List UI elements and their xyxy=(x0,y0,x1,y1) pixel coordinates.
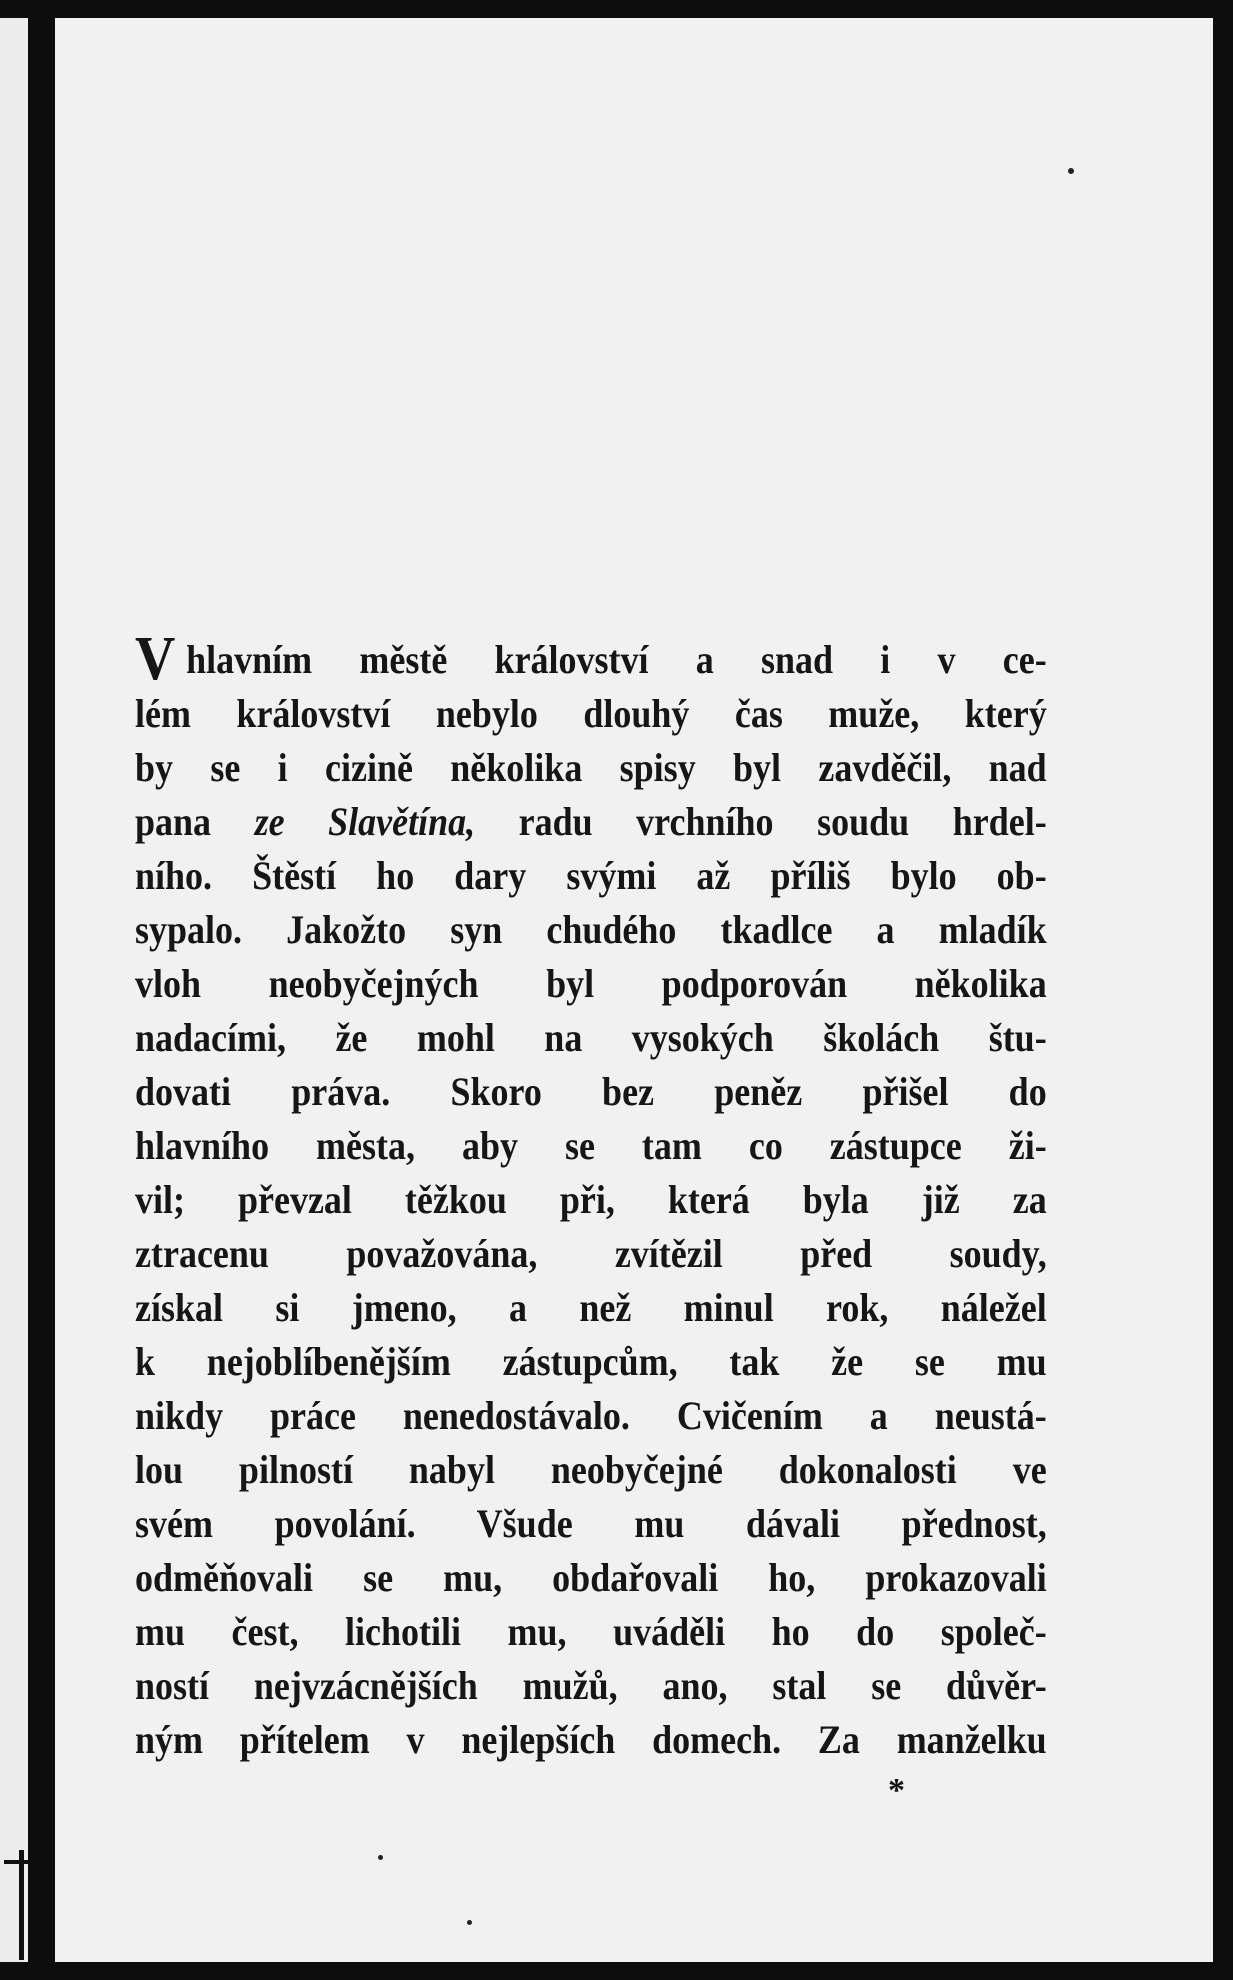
text-line: Vhlavním městě království a snad i v ce- xyxy=(135,625,1047,693)
text-line: lou pilností nabyl neobyčejné dokonalosti ve xyxy=(135,1447,1047,1492)
text-line: hlavního města, aby se tam co zástupce ži- xyxy=(135,1123,1047,1168)
text-line: sypalo. Jakožto syn chudého tkadlce a mladík xyxy=(135,907,1047,952)
text-line: ního. Štěstí ho dary svými až příliš bylo ob- xyxy=(135,853,1047,898)
text-line: pana ze Slavětína, radu vrchního soudu hrdel- xyxy=(135,799,1047,844)
text-line: ností nejvzácnějších mužů, ano, stal se důvěr- xyxy=(135,1663,1047,1708)
text-line: vloh neobyčejných byl podporován několika xyxy=(135,961,1047,1006)
text-line: nadacími, že mohl na vysokých školách štu- xyxy=(135,1015,1047,1060)
text-line: odměňovali se mu, obdařovali ho, prokazovali xyxy=(135,1555,1047,1600)
text-line: ným přítelem v nejlepších domech. Za manželku xyxy=(135,1717,1047,1762)
text-line: získal si jmeno, a než minul rok, náležel xyxy=(135,1285,1047,1330)
speck xyxy=(467,1920,472,1925)
text-line: ztracenu považována, zvítězil před soudy, xyxy=(135,1231,1047,1276)
speck xyxy=(378,1855,383,1860)
text-line: svém povolání. Všude mu dávali přednost, xyxy=(135,1501,1047,1546)
text-line: by se i cizině několika spisy byl zavděčil, nad xyxy=(135,745,1047,790)
adjacent-page-edge xyxy=(0,18,28,1962)
text-line: nikdy práce nenedostávalo. Cvičením a neustá- xyxy=(135,1393,1047,1438)
text-line: vil; převzal těžkou při, která byla již za xyxy=(135,1177,1047,1222)
signature-mark: * xyxy=(888,1772,905,1809)
page-text xyxy=(135,625,1047,1767)
text-line: k nejoblíbenějším zástupcům, tak že se mu xyxy=(135,1339,1047,1384)
italic-name: ze Slavětína, xyxy=(254,799,476,844)
binding-mark xyxy=(0,1850,30,1980)
text-line: lém království nebylo dlouhý čas muže, který xyxy=(135,691,1047,736)
speck xyxy=(1068,168,1074,174)
text-line: mu čest, lichotili mu, uváděli ho do společ- xyxy=(135,1609,1047,1654)
drop-cap: V xyxy=(135,625,176,693)
text-line: dovati práva. Skoro bez peněz přišel do xyxy=(135,1069,1047,1114)
